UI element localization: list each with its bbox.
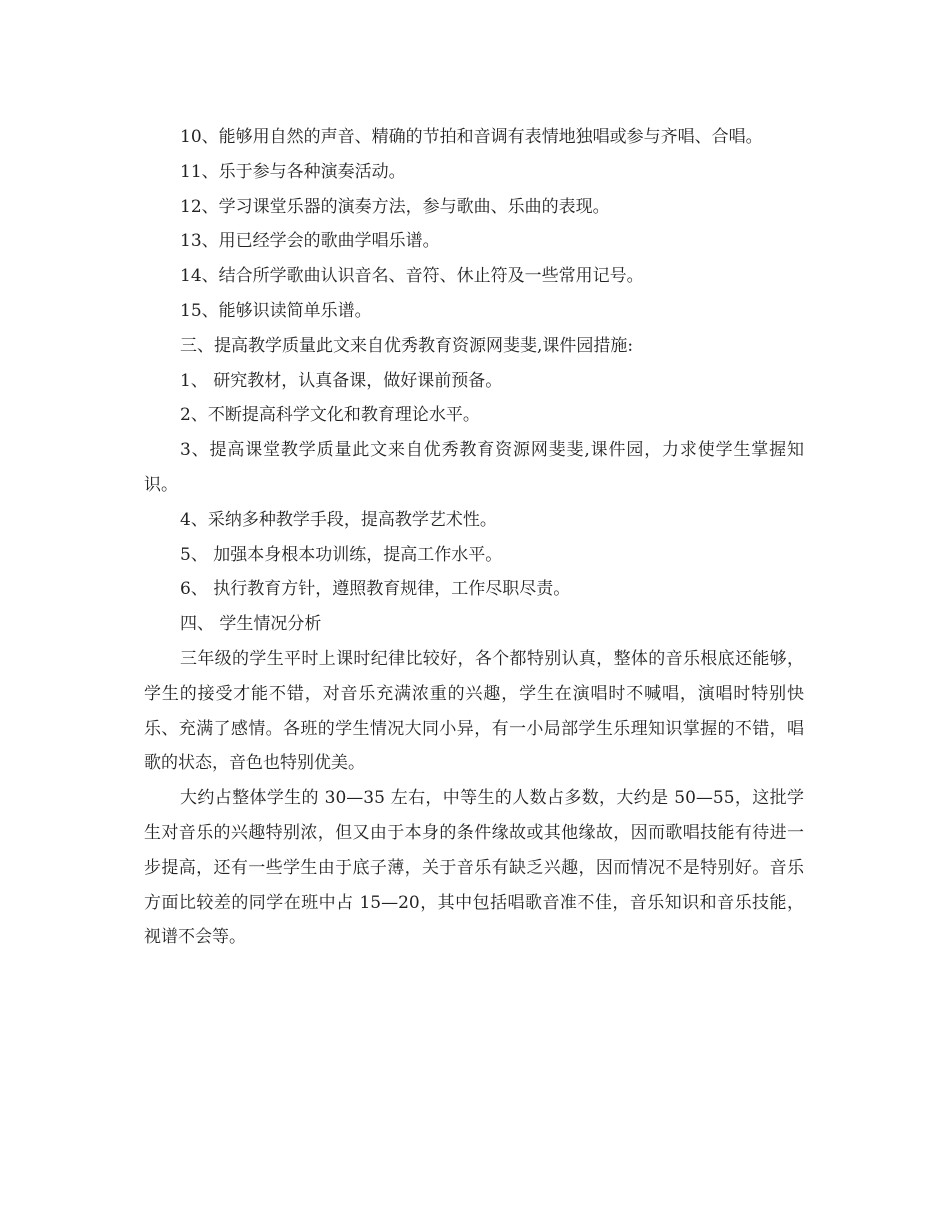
paragraph-measure-1: 1、 研究教材，认真备课，做好课前预备。 — [180, 370, 503, 391]
paragraph-measure-5: 5、 加强本身根本功训练，提高工作水平。 — [180, 544, 503, 565]
paragraph-goal-15: 15、能够识读简单乐谱。 — [180, 300, 372, 321]
paragraph-goal-11: 11、乐于参与各种演奏活动。 — [180, 161, 406, 182]
paragraph-goal-14: 14、结合所学歌曲认识音名、音符、休止符及一些常用记号。 — [180, 266, 644, 287]
paragraph-measure-3: 3、提高课堂教学质量此文来自优秀教育资源网斐斐,课件园，力求使学生掌握知识。 — [144, 440, 804, 495]
paragraph-student-analysis-1: 三年级的学生平时上课时纪律比较好，各个都特别认真，整体的音乐根底还能够，学生的接受才能不错，对音乐充满浓重的兴趣，学生在演唱时不喊唱，演唱时特别快乐、充满了感情。各班的学生情况大同小异，有一小局部学生乐理知识掌握的不错，唱歌的状态，音色也特别优美。 — [144, 648, 804, 774]
paragraph-measure-6: 6、 执行教育方针，遵照教育规律，工作尽职尽责。 — [180, 579, 571, 600]
document-body — [144, 120, 804, 955]
paragraph-student-analysis-2: 大约占整体学生的 30—35 左右，中等生的人数占多数，大约是 50—55，这批学生对音乐的兴趣特别浓，但又由于本身的条件缘故或其他缘故，因而歌唱技能有待进一步提高，还有一些学生由于底子薄，关于音乐有缺乏兴趣，因而情况不是特别好。音乐方面比较差的同学在班中占 15—20，其中包括唱歌音准不佳，音乐知识和音乐技能，视谱不会等。 — [144, 788, 804, 948]
section-heading-student-analysis: 四、 学生情况分析 — [180, 614, 322, 635]
paragraph-measure-2: 2、不断提高科学文化和教育理论水平。 — [180, 405, 480, 426]
paragraph-goal-12: 12、学习课堂乐器的演奏方法，参与歌曲、乐曲的表现。 — [180, 196, 610, 217]
paragraph-measure-4: 4、采纳多种教学手段，提高教学艺术性。 — [180, 509, 497, 530]
section-heading-measures: 三、提高教学质量此文来自优秀教育资源网斐斐,课件园措施: — [180, 335, 634, 356]
paragraph-goal-13: 13、用已经学会的歌曲学唱乐谱。 — [180, 231, 440, 252]
paragraph-goal-10: 10、能够用自然的声音、精确的节拍和音调有表情地独唱或参与齐唱、合唱。 — [180, 127, 763, 147]
